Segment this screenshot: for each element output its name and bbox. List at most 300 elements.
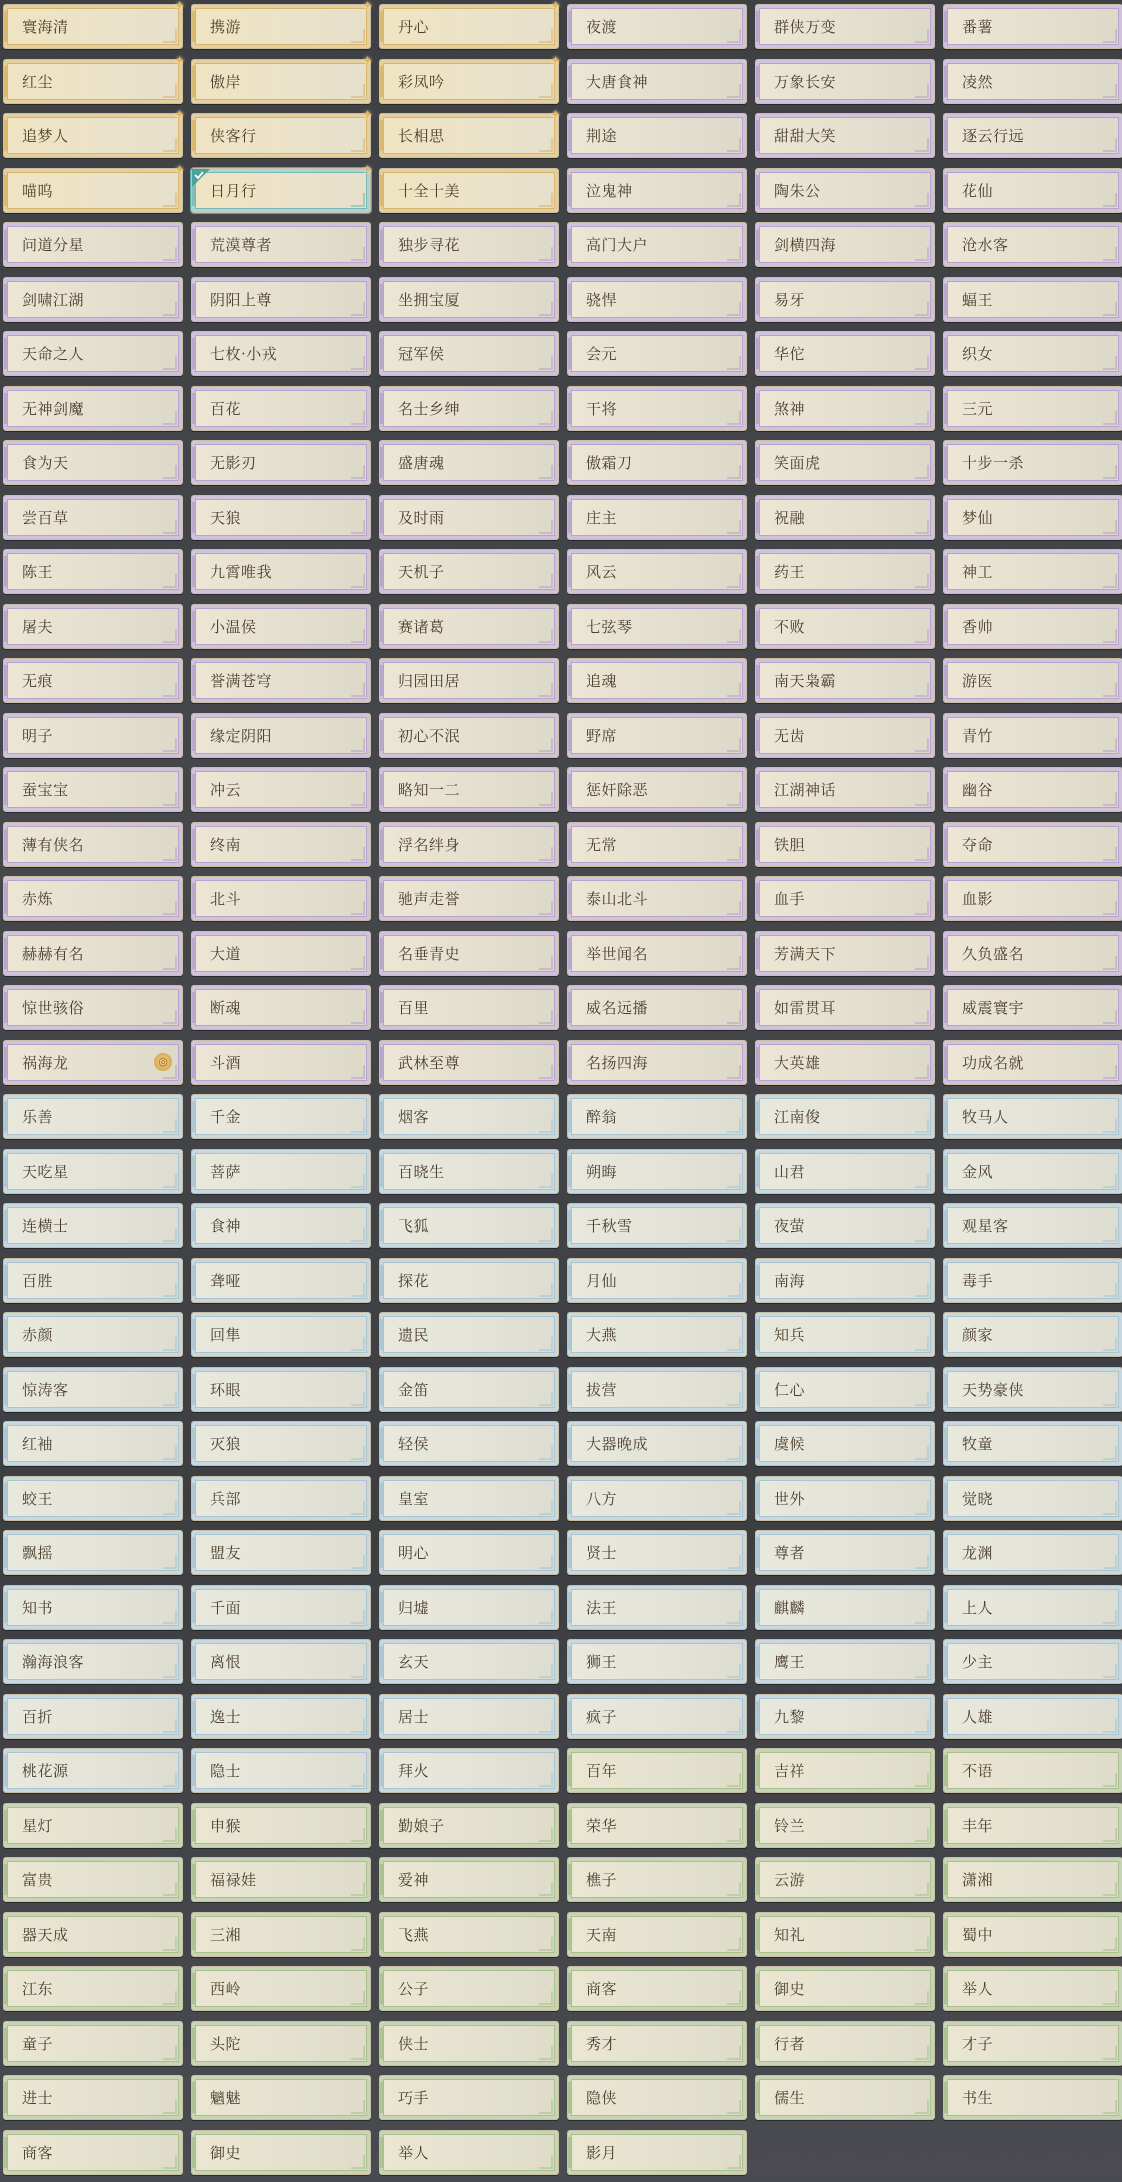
title-card[interactable] — [943, 876, 1122, 921]
title-label: 器天成 — [22, 1925, 69, 1944]
title-card[interactable] — [3, 1585, 183, 1630]
title-card[interactable] — [755, 222, 935, 267]
title-card[interactable] — [3, 549, 183, 594]
title-card[interactable] — [943, 1748, 1122, 1793]
title-card[interactable] — [379, 1857, 559, 1902]
title-card[interactable] — [943, 331, 1122, 376]
title-card[interactable] — [755, 549, 935, 594]
title-card[interactable] — [567, 1803, 747, 1848]
title-label: 百晓生 — [398, 1162, 445, 1181]
title-card[interactable] — [3, 1421, 183, 1466]
title-card[interactable] — [3, 1149, 183, 1194]
title-card[interactable] — [567, 2021, 747, 2066]
title-card[interactable] — [567, 113, 747, 158]
title-card[interactable] — [3, 713, 183, 758]
title-card[interactable] — [379, 331, 559, 376]
title-card[interactable] — [191, 53, 373, 104]
title-label: 小温侯 — [210, 617, 257, 636]
title-card[interactable] — [379, 1530, 559, 1575]
title-card[interactable] — [943, 985, 1122, 1030]
title-label: 梦仙 — [962, 508, 994, 527]
title-card[interactable] — [3, 108, 185, 158]
title-card[interactable] — [755, 1694, 935, 1739]
title-card[interactable] — [943, 1585, 1122, 1630]
title-label: 庄主 — [586, 508, 618, 527]
title-card[interactable] — [755, 386, 935, 431]
title-card[interactable] — [755, 331, 935, 376]
title-card[interactable] — [755, 1258, 935, 1303]
title-card[interactable] — [379, 1149, 559, 1194]
title-card[interactable] — [3, 222, 183, 267]
title-card[interactable] — [191, 1966, 371, 2011]
title-label: 环眼 — [210, 1380, 242, 1399]
title-card[interactable] — [191, 1367, 371, 1412]
title-card[interactable] — [943, 1367, 1122, 1412]
title-card[interactable] — [755, 1585, 935, 1630]
title-card[interactable] — [567, 59, 747, 104]
title-card[interactable] — [943, 931, 1122, 976]
title-label: 进士 — [22, 2089, 54, 2107]
title-card[interactable] — [379, 713, 559, 758]
title-card[interactable] — [191, 1312, 371, 1357]
title-card[interactable] — [191, 1585, 371, 1630]
title-card[interactable] — [379, 1258, 559, 1303]
title-card[interactable] — [567, 222, 747, 267]
title-card[interactable] — [379, 1639, 559, 1684]
title-card[interactable] — [191, 1258, 371, 1303]
title-card[interactable] — [755, 1857, 935, 1902]
title-card[interactable] — [755, 113, 935, 158]
title-card[interactable] — [567, 1367, 747, 1412]
title-card[interactable] — [191, 985, 371, 1030]
title-card[interactable] — [191, 108, 373, 158]
title-card[interactable] — [943, 2021, 1122, 2066]
title-card[interactable] — [3, 931, 183, 976]
title-card[interactable] — [3, 1803, 183, 1848]
title-label: 无常 — [586, 835, 618, 854]
title-card[interactable] — [191, 1040, 371, 1085]
title-label: 野席 — [586, 726, 618, 745]
title-card[interactable] — [567, 604, 747, 649]
title-card[interactable] — [755, 1748, 935, 1793]
title-card[interactable] — [379, 108, 561, 158]
title-card[interactable] — [379, 277, 559, 322]
title-card[interactable] — [191, 162, 373, 213]
title-card[interactable] — [567, 1421, 747, 1466]
title-card[interactable] — [379, 2021, 559, 2066]
title-card[interactable] — [567, 549, 747, 594]
title-card[interactable] — [943, 1966, 1122, 2011]
title-card[interactable] — [191, 658, 371, 703]
title-label: 觉晓 — [962, 1489, 994, 1508]
title-card[interactable] — [3, 604, 183, 649]
title-card[interactable] — [943, 767, 1122, 812]
new-star-icon: ✦ — [362, 53, 373, 69]
title-label: 赤炼 — [22, 890, 54, 908]
title-card[interactable] — [755, 1203, 935, 1248]
title-card[interactable] — [943, 1530, 1122, 1575]
title-label: 风云 — [586, 563, 618, 581]
title-label: 头陀 — [210, 2034, 242, 2053]
title-card[interactable] — [567, 1857, 747, 1902]
title-card[interactable] — [191, 1203, 371, 1248]
title-label: 贤士 — [586, 1544, 618, 1562]
title-card[interactable] — [755, 985, 935, 1030]
title-card[interactable] — [3, 2130, 183, 2175]
title-card[interactable] — [379, 1748, 559, 1793]
title-label: 商客 — [22, 2143, 54, 2162]
title-card[interactable] — [567, 386, 747, 431]
title-card[interactable] — [191, 931, 371, 976]
title-card[interactable] — [567, 985, 747, 1030]
title-card[interactable] — [567, 713, 747, 758]
title-card[interactable] — [943, 1094, 1122, 1139]
title-card[interactable] — [943, 1857, 1122, 1902]
title-card[interactable] — [943, 1203, 1122, 1248]
title-card[interactable] — [943, 822, 1122, 867]
title-card[interactable] — [191, 549, 371, 594]
title-card[interactable] — [567, 1312, 747, 1357]
selected-check-icon — [192, 169, 210, 187]
title-card[interactable] — [3, 767, 183, 812]
title-card[interactable] — [379, 1694, 559, 1739]
title-label: 江南俊 — [774, 1108, 821, 1126]
title-card[interactable] — [191, 2130, 371, 2175]
title-card[interactable] — [379, 1585, 559, 1630]
title-card[interactable] — [755, 1966, 935, 2011]
title-card[interactable] — [943, 713, 1122, 758]
title-card[interactable] — [379, 386, 559, 431]
title-card[interactable] — [191, 1530, 371, 1575]
title-label: 铁胆 — [774, 835, 806, 854]
title-card[interactable] — [191, 876, 371, 921]
title-card[interactable] — [3, 1748, 183, 1793]
title-card[interactable] — [3, 876, 183, 921]
title-label: 上人 — [962, 1598, 994, 1617]
title-card[interactable] — [755, 713, 935, 758]
title-card[interactable] — [755, 495, 935, 540]
title-card[interactable] — [379, 931, 559, 976]
new-star-icon: ✦ — [362, 108, 373, 123]
title-card[interactable] — [379, 2130, 559, 2175]
title-card[interactable] — [379, 53, 561, 104]
title-card[interactable] — [191, 331, 371, 376]
title-card[interactable] — [943, 1258, 1122, 1303]
title-card[interactable] — [3, 1530, 183, 1575]
title-label: 吉祥 — [774, 1762, 806, 1780]
title-card[interactable] — [191, 1639, 371, 1684]
title-card[interactable] — [943, 1312, 1122, 1357]
title-card[interactable] — [379, 168, 559, 213]
title-card[interactable] — [755, 931, 935, 976]
title-card[interactable] — [755, 2021, 935, 2066]
title-card[interactable] — [755, 767, 935, 812]
title-card[interactable] — [755, 658, 935, 703]
title-label: 瀚海浪客 — [22, 1653, 85, 1671]
title-label: 无齿 — [774, 726, 806, 745]
title-card[interactable] — [567, 822, 747, 867]
title-card[interactable] — [567, 1912, 747, 1957]
title-card[interactable] — [567, 1694, 747, 1739]
title-card[interactable] — [191, 222, 371, 267]
title-card[interactable] — [567, 658, 747, 703]
title-card[interactable] — [567, 4, 747, 49]
title-card[interactable] — [943, 386, 1122, 431]
title-card[interactable] — [191, 822, 371, 867]
title-label: 无神剑魔 — [22, 399, 85, 418]
title-label: 盟友 — [210, 1544, 242, 1562]
title-card[interactable] — [3, 386, 183, 431]
title-card[interactable] — [943, 658, 1122, 703]
title-card[interactable] — [3, 440, 183, 485]
title-card[interactable] — [191, 1748, 371, 1793]
title-card[interactable] — [755, 277, 935, 322]
title-card[interactable] — [191, 1803, 371, 1848]
title-card[interactable] — [3, 1912, 183, 1957]
title-card[interactable] — [3, 53, 185, 104]
title-card[interactable] — [3, 1476, 183, 1521]
title-card[interactable] — [567, 1530, 747, 1575]
title-card[interactable] — [191, 386, 371, 431]
title-card[interactable] — [755, 1803, 935, 1848]
title-card[interactable] — [379, 440, 559, 485]
title-card[interactable] — [943, 1694, 1122, 1739]
title-card[interactable] — [191, 1912, 371, 1957]
title-card[interactable] — [379, 1367, 559, 1412]
title-label: 龙渊 — [962, 1544, 994, 1562]
title-card[interactable] — [379, 1040, 559, 1085]
title-label: 御史 — [774, 1980, 806, 1998]
title-card[interactable] — [943, 168, 1122, 213]
title-card[interactable] — [943, 1476, 1122, 1521]
title-label: 书生 — [962, 2089, 994, 2107]
title-card[interactable] — [3, 822, 183, 867]
title-label: 华佗 — [774, 345, 806, 363]
title-card[interactable] — [3, 331, 183, 376]
title-card[interactable] — [567, 331, 747, 376]
title-card[interactable] — [943, 549, 1122, 594]
title-card[interactable] — [379, 822, 559, 867]
title-label: 举人 — [398, 2143, 430, 2162]
title-card[interactable] — [943, 1421, 1122, 1466]
title-label: 麒麟 — [774, 1598, 806, 1617]
title-card[interactable] — [943, 59, 1122, 104]
title-label: 略知一二 — [398, 781, 461, 799]
title-card[interactable] — [191, 1857, 371, 1902]
title-card[interactable] — [755, 1312, 935, 1357]
title-card[interactable] — [3, 1367, 183, 1412]
title-card[interactable] — [3, 1312, 183, 1357]
title-card[interactable] — [191, 767, 371, 812]
title-card[interactable] — [755, 1040, 935, 1085]
title-card[interactable] — [755, 1530, 935, 1575]
title-card[interactable] — [379, 549, 559, 594]
title-card[interactable] — [755, 440, 935, 485]
title-label: 赫赫有名 — [22, 944, 85, 963]
title-label: 织女 — [962, 345, 994, 363]
title-card[interactable] — [755, 604, 935, 649]
title-card[interactable] — [379, 767, 559, 812]
title-label: 血手 — [774, 890, 806, 908]
title-label: 大器晚成 — [586, 1435, 649, 1453]
title-card[interactable] — [755, 1912, 935, 1957]
title-card[interactable] — [191, 440, 371, 485]
new-star-icon: ✦ — [550, 108, 561, 123]
title-label: 三湘 — [210, 1925, 242, 1944]
title-card[interactable] — [943, 1040, 1122, 1085]
title-label: 香帅 — [962, 617, 994, 636]
title-card[interactable] — [755, 1367, 935, 1412]
title-card[interactable] — [379, 495, 559, 540]
title-label: 久负盛名 — [962, 944, 1025, 963]
title-card[interactable] — [755, 168, 935, 213]
title-card[interactable] — [755, 4, 935, 49]
title-card[interactable] — [755, 1149, 935, 1194]
title-card[interactable] — [567, 2130, 747, 2175]
title-card[interactable] — [567, 1258, 747, 1303]
title-card[interactable] — [567, 931, 747, 976]
title-label: 荣华 — [586, 1816, 618, 1835]
title-card[interactable] — [379, 1803, 559, 1848]
title-label: 举人 — [962, 1980, 994, 1998]
title-card[interactable] — [3, 1966, 183, 2011]
title-card[interactable] — [191, 2021, 371, 2066]
title-card[interactable] — [3, 1040, 183, 1085]
title-card[interactable] — [567, 495, 747, 540]
title-label: 终南 — [210, 835, 242, 854]
title-card[interactable] — [191, 1476, 371, 1521]
title-card[interactable] — [191, 713, 371, 758]
title-label: 隐士 — [210, 1762, 242, 1780]
title-label: 烟客 — [398, 1108, 430, 1126]
title-label: 明心 — [398, 1544, 430, 1562]
title-card[interactable] — [943, 277, 1122, 322]
title-card[interactable] — [943, 495, 1122, 540]
title-label: 独步寻花 — [398, 236, 461, 254]
title-card[interactable] — [379, 1094, 559, 1139]
title-card[interactable] — [3, 162, 185, 213]
title-card[interactable] — [755, 876, 935, 921]
title-card[interactable] — [3, 658, 183, 703]
title-card[interactable] — [3, 985, 183, 1030]
title-card[interactable] — [755, 822, 935, 867]
title-card[interactable] — [755, 59, 935, 104]
title-card[interactable] — [943, 4, 1122, 49]
title-card[interactable] — [943, 440, 1122, 485]
title-card[interactable] — [3, 1203, 183, 1248]
title-card[interactable] — [567, 767, 747, 812]
title-card[interactable] — [567, 1639, 747, 1684]
title-card[interactable] — [943, 604, 1122, 649]
title-card[interactable] — [191, 2075, 371, 2120]
title-label: 尝百草 — [22, 508, 69, 527]
title-card[interactable] — [379, 1476, 559, 1521]
title-card[interactable] — [379, 2075, 559, 2120]
title-card[interactable] — [567, 1203, 747, 1248]
title-card[interactable] — [3, 277, 183, 322]
title-card[interactable] — [567, 1094, 747, 1139]
title-card[interactable] — [567, 1476, 747, 1521]
title-label: 飞燕 — [398, 1925, 430, 1944]
title-label: 云游 — [774, 1871, 806, 1889]
title-card[interactable] — [755, 1094, 935, 1139]
title-card[interactable] — [755, 1476, 935, 1521]
title-card[interactable] — [3, 1694, 183, 1739]
title-card[interactable] — [379, 222, 559, 267]
title-card[interactable] — [567, 876, 747, 921]
title-card[interactable] — [567, 1966, 747, 2011]
title-card[interactable] — [379, 0, 561, 49]
title-card[interactable] — [3, 1258, 183, 1303]
title-card[interactable] — [567, 440, 747, 485]
title-card[interactable] — [191, 604, 371, 649]
title-card[interactable] — [755, 1639, 935, 1684]
title-card[interactable] — [567, 168, 747, 213]
title-card[interactable] — [191, 495, 371, 540]
title-card[interactable] — [3, 2021, 183, 2066]
title-card[interactable] — [3, 2075, 183, 2120]
title-label: 沧水客 — [962, 236, 1009, 254]
title-card[interactable] — [379, 1966, 559, 2011]
title-label: 天机子 — [398, 563, 445, 581]
title-card[interactable] — [3, 1639, 183, 1684]
title-label: 侠士 — [398, 2034, 430, 2053]
title-card[interactable] — [379, 1203, 559, 1248]
title-card[interactable] — [755, 2075, 935, 2120]
title-card[interactable] — [943, 1149, 1122, 1194]
title-card[interactable] — [567, 1748, 747, 1793]
title-card[interactable] — [567, 277, 747, 322]
title-label: 彩凤吟 — [398, 72, 445, 91]
title-card[interactable] — [755, 1421, 935, 1466]
title-card[interactable] — [943, 1912, 1122, 1957]
title-card[interactable] — [191, 277, 371, 322]
title-card[interactable] — [943, 222, 1122, 267]
title-card[interactable] — [567, 1149, 747, 1194]
title-label: 夜渡 — [586, 18, 618, 36]
title-label: 狮王 — [586, 1653, 618, 1671]
title-card[interactable] — [943, 1803, 1122, 1848]
title-label: 食为天 — [22, 454, 69, 472]
title-card[interactable] — [379, 658, 559, 703]
title-card[interactable] — [567, 1585, 747, 1630]
title-card[interactable] — [943, 1639, 1122, 1684]
title-card[interactable] — [379, 1912, 559, 1957]
title-label: 金风 — [962, 1162, 994, 1181]
title-card[interactable] — [191, 1094, 371, 1139]
title-label: 西岭 — [210, 1980, 242, 1998]
title-card[interactable] — [3, 0, 185, 49]
title-card[interactable] — [3, 1094, 183, 1139]
title-card[interactable] — [567, 2075, 747, 2120]
title-label: 惩奸除恶 — [586, 781, 649, 799]
title-card[interactable] — [191, 1149, 371, 1194]
title-card[interactable] — [3, 1857, 183, 1902]
title-card[interactable] — [3, 495, 183, 540]
title-card[interactable] — [191, 1421, 371, 1466]
title-card[interactable] — [943, 2075, 1122, 2120]
title-card[interactable] — [379, 1312, 559, 1357]
title-card[interactable] — [191, 0, 373, 49]
title-card[interactable] — [943, 113, 1122, 158]
title-card[interactable] — [379, 604, 559, 649]
title-card[interactable] — [379, 1421, 559, 1466]
title-card[interactable] — [567, 1040, 747, 1085]
title-card[interactable] — [379, 876, 559, 921]
title-card[interactable] — [191, 1694, 371, 1739]
title-label: 知书 — [22, 1598, 54, 1617]
title-card[interactable] — [379, 985, 559, 1030]
